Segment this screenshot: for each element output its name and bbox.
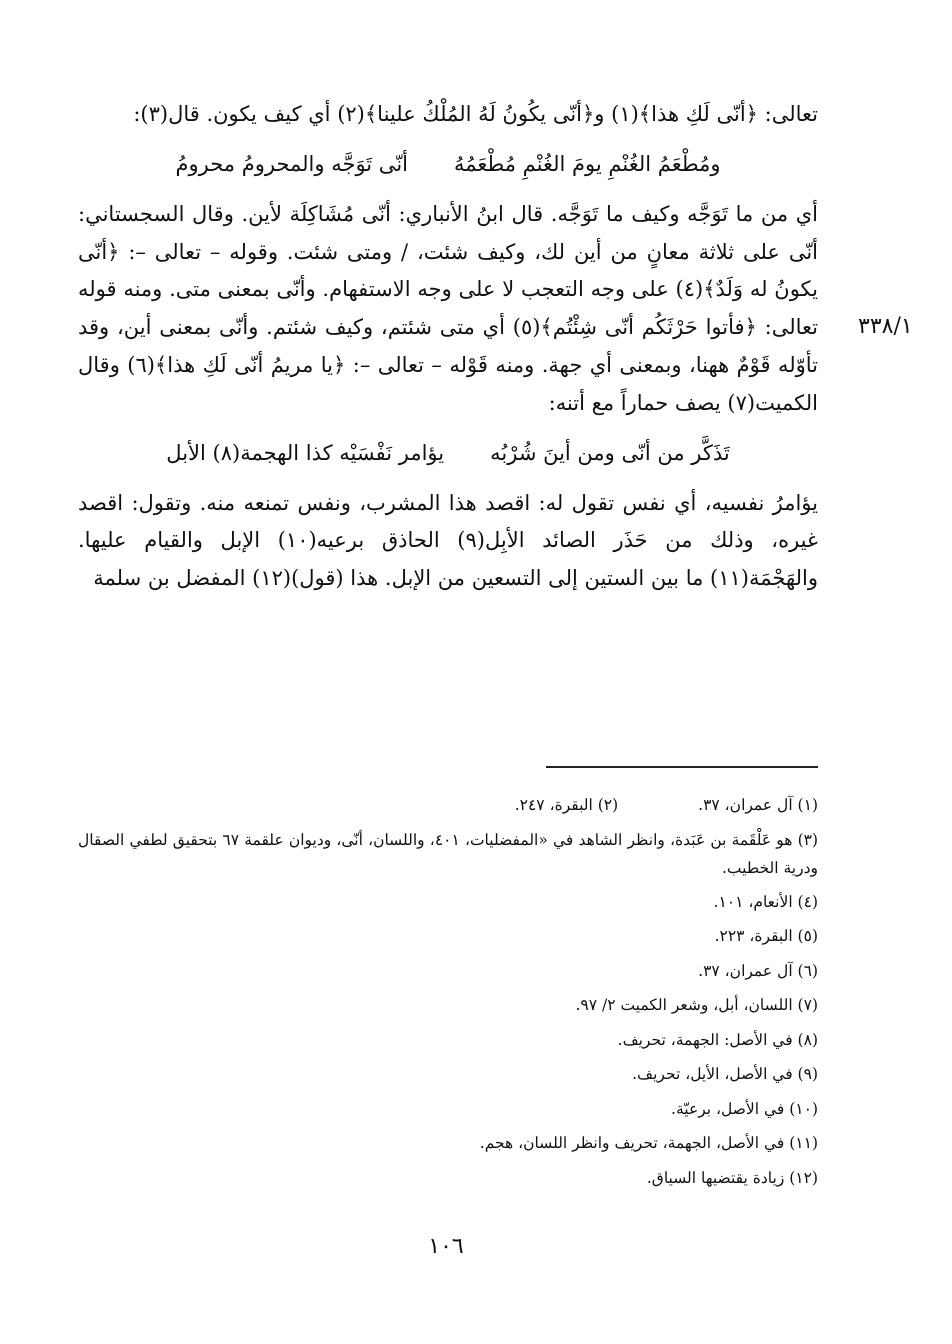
footnote-3: (٣) هو عَلْقَمة بن عَبَدة، وانظر الشاهد في «المفضليات، ٤٠١، واللسان، أنّى، وديوان علقمة ٦٧ بتحقيق لطفي الصقال ودرية الخطيب.	[78, 830, 819, 877]
paragraph-1: تعالى: ﴿أنّى لَكِ هذا﴾(١) و﴿أنّى يكُونُ لَهُ المُلْكُ علينا﴾(٢) أي كيف يكون. قال(٣):	[133, 102, 818, 126]
footnote-8: (٨) في الأصل: الجهمة، تحريف.	[617, 1030, 818, 1049]
verse-2-hemistich-left: يؤامر نَفْسَيْه كذا الهجمة(٨) الأبل	[166, 440, 445, 465]
footnote-row-1-2	[78, 788, 818, 823]
footnotes	[78, 788, 818, 1195]
footnote-separator	[546, 766, 818, 768]
verse-1	[78, 144, 818, 184]
footnote-5: (٥) البقرة، ٢٢٣.	[714, 927, 818, 945]
footnote-10: (١٠) في الأصل، برعيّة.	[671, 1099, 818, 1118]
main-text-block	[78, 96, 818, 598]
footnote-2: (٢) البقرة، ٢٤٧.	[514, 796, 619, 814]
footnote-4: (٤) الأنعام، ١٠١.	[713, 892, 818, 911]
footnote-7: (٧) اللسان، أبل، وشعر الكميت ٢/ ٩٧.	[575, 996, 818, 1014]
verse-2	[78, 433, 818, 473]
footnote-1: (١) آل عمران، ٣٧.	[698, 796, 818, 814]
verse-1-hemistich-left: أنّى تَوَجَّه والمحرومُ محرومُ	[175, 151, 408, 176]
footnote-12: (١٢) زيادة يقتضيها السياق.	[646, 1168, 818, 1187]
footnote-11: (١١) في الأصل، الجهمة، تحريف وانظر اللسان، هجم.	[479, 1134, 818, 1152]
marginal-reference: ٣٣٨/١	[858, 314, 913, 339]
page-number: ١٠٦	[428, 1234, 464, 1259]
verse-2-hemistich-right: تَذَكَّر من أنّى ومن أينَ شُرْبُه	[490, 440, 730, 465]
paragraph-3: يؤامرُ نفسيه، أي نفس تقول له: اقصد هذا المشرب، ونفس تمنعه منه. وتقول: اقصد غيره، وذلك من حَذَر الصائد الأبِل(٩) الحاذق برعيه(١٠) الإبل والقيام عليها. والهَجْمَة(١١) ما بين الستين إلى التسعين من الإبل. هذا (قول)(١٢) المفضل بن سلمة	[78, 490, 818, 591]
paragraph-2: أي من ما تَوَجَّه وكيف ما تَوَجَّه. قال ابنُ الأنباري: أنّى مُشَاكِلَة لأين. وقال السجستاني: أنّى على ثلاثة معانٍ من أين لك، وكيف شئت، / ومتى شئت. وقوله – تعالى –: ﴿أنّى يكونُ له وَلَدٌ﴾(٤) على وجه التعجب لا على وجه الاستفهام. وأنّى بمعنى متى. ومنه قوله تعالى: ﴿فأتوا حَرْثَكُم أنّى شِئْتُم﴾(٥) أي متى شئتم، وكيف شئتم. وأنّى بمعنى أين، وقد تأوّله قَوْمٌ ههنا، وبمعنى أي جهة. ومنه قَوْله – تعالى –: ﴿يا مريمُ أنّى لَكِ هذا﴾(٦) وقال الكميت(٧) يصف حماراً مع أتنه:	[78, 201, 818, 415]
verse-1-hemistich-right: ومُطْعَمُ الغُنْمِ يومَ الغُنْمِ مُطْعَمُهُ	[454, 151, 721, 176]
footnote-9: (٩) في الأصل، الأيل، تحريف.	[632, 1065, 818, 1083]
footnote-6: (٦) آل عمران، ٣٧.	[698, 961, 818, 980]
